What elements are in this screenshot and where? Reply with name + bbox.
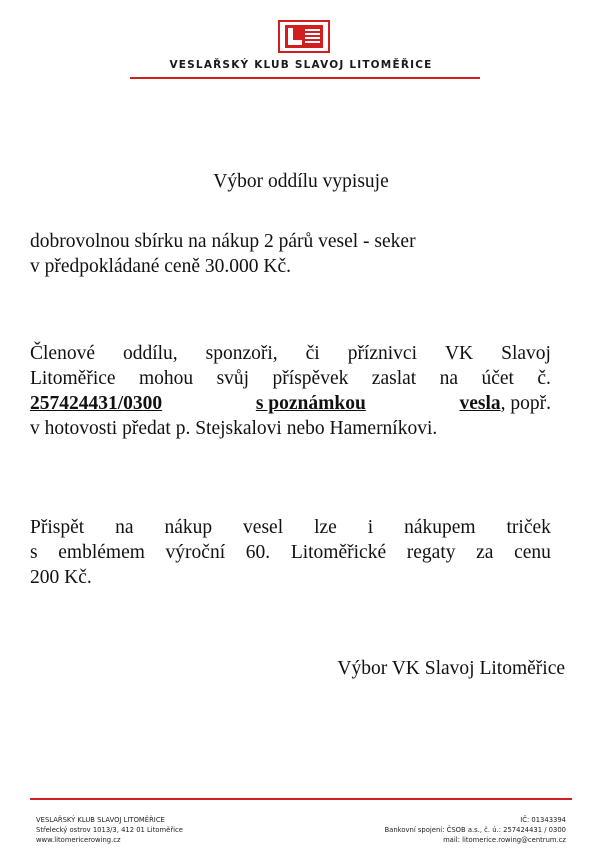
club-logo-l-icon [278,20,330,53]
footer-ico: IČ: 01343394 [520,816,566,824]
word: nákupem [404,517,476,538]
account-number: 257424431/0300 [30,393,163,414]
paragraph-line [30,341,551,366]
paragraph-donation [30,341,551,441]
word: triček [506,517,551,538]
payment-note: s poznámkou [255,393,366,414]
word: Členové [30,343,95,364]
word: č. [537,368,551,389]
word: výroční [165,542,226,563]
word: na [115,517,134,538]
paragraph-tshirts [30,515,551,590]
club-name: VESLAŘSKÝ KLUB SLAVOJ LITOMĚŘICE [169,59,433,71]
paragraph-line: v hotovosti předat p. Stejskalovi nebo Hamerníkovi. [30,418,438,439]
footer-address: Střelecký ostrov 1013/3, 412 01 Litoměřice [36,826,183,834]
signature: Výbor VK Slavoj Litoměřice [337,658,565,679]
word: regaty [406,542,456,563]
word: cenu [514,542,551,563]
word: Slavoj [501,343,551,364]
footer-club-name: VESLAŘSKÝ KLUB SLAVOJ LITOMĚŘICE [36,816,165,824]
footer-divider [30,798,572,800]
word: na [439,368,459,389]
paragraph-line: dobrovolnou sbírku na nákup 2 párů vesel - seker [30,231,416,252]
word: příznivci [347,343,417,364]
footer-contact [36,815,183,845]
word: oddílu, [122,343,178,364]
paragraph-line: 200 Kč. [30,567,92,588]
footer-bank-info [385,815,567,845]
footer-web-link[interactable]: www.litomericerowing.cz [36,836,121,844]
word: Litoměřice [30,368,116,389]
paragraph-line [30,391,551,416]
paragraph-line [30,540,551,565]
word: Přispět [30,517,85,538]
footer-bank: Bankovní spojení: ČSOB a.s., č. ú.: 257424431 / 0300 [384,826,566,834]
word: mohou [138,368,194,389]
word: či [305,343,320,364]
word: Litoměřické [290,542,387,563]
payment-note-end: vesla, popř. [459,393,551,414]
word: vesel [243,517,284,538]
header-divider [130,77,480,79]
paragraph-line [30,515,551,540]
word: příspěvek [272,368,349,389]
paragraph-line [30,366,551,391]
word: sponzoři, [205,343,278,364]
word: účet [481,368,514,389]
word: svůj [216,368,250,389]
word: s [30,542,38,563]
word: VK [444,343,474,364]
word: za [476,542,494,563]
footer-mail-link[interactable]: mail: litomerice.rowing@centrum.cz [443,836,566,844]
word: emblémem [58,542,145,563]
paragraph-collection [30,229,551,279]
document-heading: Výbor oddílu vypisuje [213,171,389,192]
word: nákup [164,517,213,538]
word: zaslat [371,368,417,389]
paragraph-line: v předpokládané ceně 30.000 Kč. [30,256,291,277]
word: i [367,517,374,538]
word: lze [314,517,337,538]
word: 60. [245,542,271,563]
